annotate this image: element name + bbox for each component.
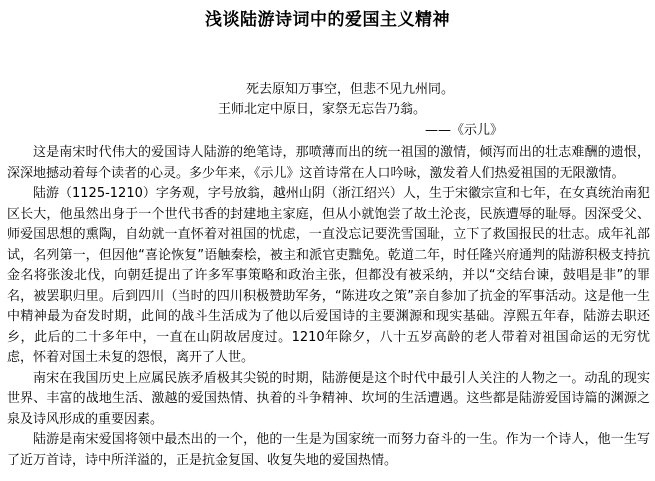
article-body [7,143,650,471]
poem-line: 死去原知万事空，但悲不见九州同。 [246,82,455,97]
poem-line: 王师北定中原日，家祭无忘告乃翁。 [218,102,427,117]
epigraph-poem [218,80,455,120]
paragraph: 南宋在我国历史上应属民族矛盾极其尖锐的时期，陆游便是这个时代中最引人关注的人物之一。动乱的现实世界、丰富的战地生活、激越的爱国热情、执着的斗争精神、坎坷的生活遭遇。这些都是陆游爱国诗篇的渊源之泉及诗风形成的重要因素。 [7,370,650,427]
document-title: 浅谈陆游诗词中的爱国主义精神 [205,10,450,30]
paragraph: 陆游（1125-1210）字务观，字号放翁，越州山阴（浙江绍兴）人，生于宋徽宗宣和七年，在女真统治南犯区长大，他虽然出身于一个世代书香的封建地主家庭，但从小就饱尝了故土沦丧，民族遭辱的耻辱。因深受父、师爱国思想的熏陶，自幼就一直怀着对祖国的忧虑，一直没忘记要洗雪国耻，立下了救国报民的壮志。成年礼部试，名列第一，但因他“喜论恢复”语触秦桧，被主和派官吏黜免。乾道二年，时任隆兴府通判的陆游积极支持抗金名将张浚北伐，向朝廷提出了许多军事策略和政治主张，但都没有被采纳，并以“交结台谏，鼓唱是非”的罪名，被罢职归里。后到四川（当时的四川积极赞助军务，“陈进攻之策”亲自参加了抗金的军事活动。这是他一生中精神最为奋发时期，此间的战斗生活成为了他以后爱国诗的主要渊源和现实基础。淳熙五年春，陆游去职还乡，此后的二十多年中，一直在山阴故居度过。1210年除夕，八十五岁高龄的老人带着对祖国命运的无穷忧虑，怀着对国土未复的怨恨，离开了人世。 [7,186,650,365]
paragraph: 这是南宋时代伟大的爱国诗人陆游的绝笔诗，那喷薄而出的统一祖国的激情，倾泻而出的壮志难酬的遗恨，深深地撼动着每个读者的心灵。多少年来，《示儿》这首诗常在人口吟咏，激发着人们热爱祖国的无限激情。 [7,145,650,181]
epigraph-attribution: ——《示儿》 [425,123,504,138]
paragraph: 陆游是南宋爱国将领中最杰出的一个，他的一生是为国家统一而努力奋斗的一生。作为一个诗人，他一生写了近万首诗，诗中所洋溢的，正是抗金复国、收复失地的爱国热情。 [7,432,650,468]
